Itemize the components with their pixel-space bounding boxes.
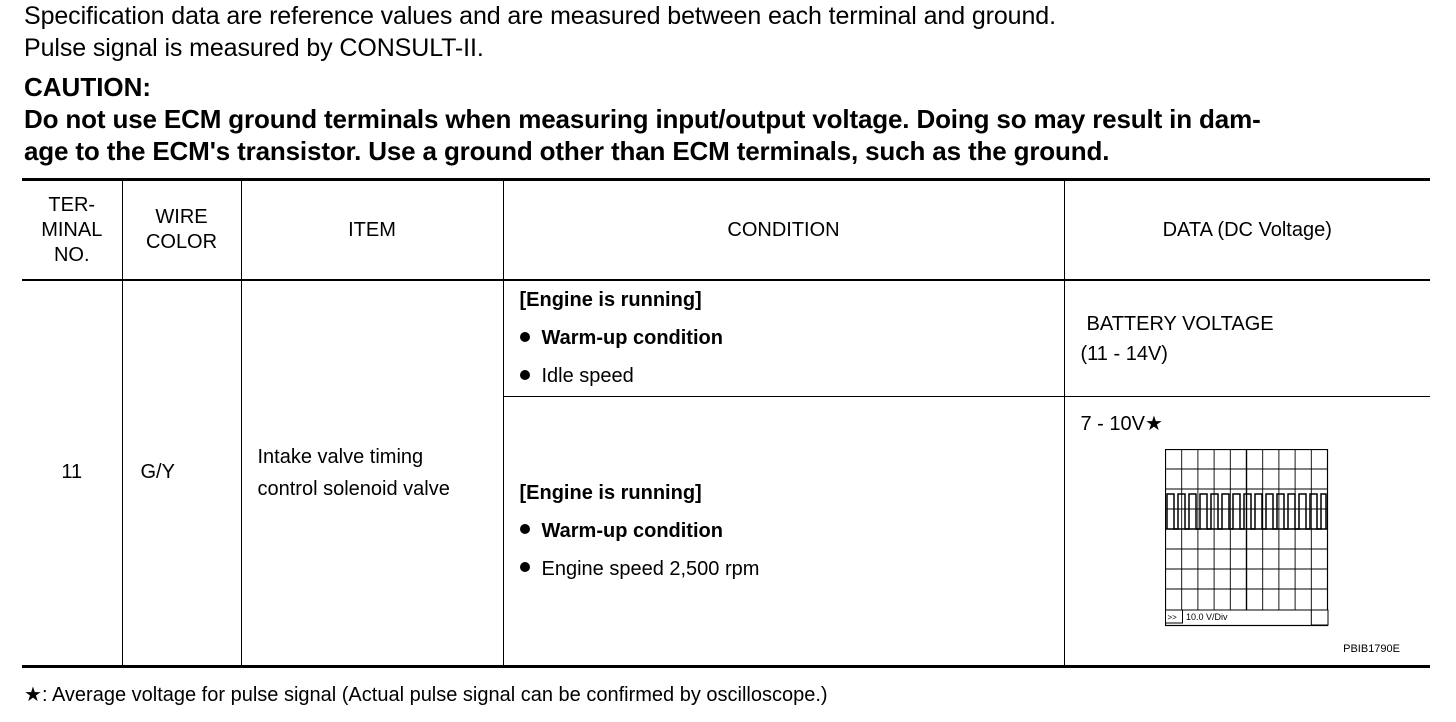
caution-title: CAUTION: — [24, 72, 152, 102]
caution-line-1: Do not use ECM ground terminals when measuring input/output voltage. Doing so may result in dam- — [24, 104, 1261, 134]
terminal-spec-table — [22, 178, 1430, 668]
condition-heading: [Engine is running] — [519, 481, 702, 504]
oscilloscope-waveform — [1165, 449, 1331, 631]
header-condition: CONDITION — [503, 180, 1064, 281]
bullet-icon — [520, 562, 530, 572]
condition-bullet-text: Warm-up condition — [541, 519, 723, 542]
condition-bullet-text: Warm-up condition — [541, 327, 723, 349]
bullet-icon — [520, 370, 530, 380]
bullet-icon — [520, 524, 530, 534]
item-line-2: control solenoid valve — [257, 477, 450, 500]
header-wire-line-2: COLOR — [145, 231, 218, 253]
condition-bullet — [520, 319, 1064, 357]
condition-bullet-text: Idle speed — [541, 365, 634, 387]
terminal-number-cell: 11 — [22, 280, 122, 666]
header-terminal-line-2: MINAL — [41, 218, 103, 241]
header-terminal-line-1: TER- — [48, 193, 96, 216]
data-cell-2500rpm — [1064, 396, 1430, 666]
item-cell — [241, 280, 503, 666]
footnote-text: : Average voltage for pulse signal (Actual pulse signal can be confirmed by oscilloscope.) — [41, 684, 828, 706]
data-battery-voltage: BATTERY VOLTAGE — [1086, 313, 1274, 335]
data-pulse-voltage — [1081, 397, 1431, 436]
intro-line-2: Pulse signal is measured by CONSULT-II. — [24, 34, 484, 62]
wire-color-cell: G/Y — [122, 280, 241, 666]
scope-marker: >> — [1167, 612, 1177, 622]
footnote — [24, 682, 828, 707]
table-header-row — [22, 180, 1430, 281]
star-icon: ★ — [24, 684, 42, 706]
condition-cell-idle — [503, 280, 1064, 396]
condition-cell-2500rpm — [503, 396, 1064, 666]
header-wire-color — [122, 180, 241, 281]
figure-code: PBIB1790E — [1343, 642, 1400, 655]
header-item: ITEM — [241, 180, 503, 281]
scope-corner-box — [1311, 610, 1328, 625]
data-voltage-range: (11 - 14V) — [1080, 343, 1168, 365]
table-row — [22, 280, 1430, 396]
header-wire-line-1: WIRE — [155, 206, 208, 228]
star-icon: ★ — [1144, 412, 1163, 435]
condition-bullet — [520, 357, 1064, 395]
data-cell-idle — [1064, 280, 1430, 396]
condition-bullet — [520, 550, 1064, 588]
header-data: DATA (DC Voltage) — [1064, 180, 1430, 281]
condition-heading: [Engine is running] — [519, 289, 702, 311]
bullet-icon — [520, 332, 530, 342]
condition-bullet — [520, 512, 1064, 550]
data-pulse-value: 7 - 10V — [1080, 412, 1145, 435]
header-terminal-line-3: NO. — [53, 243, 90, 266]
condition-bullet-text: Engine speed 2,500 rpm — [541, 557, 760, 580]
item-line-1: Intake valve timing — [257, 445, 424, 468]
intro-line-1: Specification data are reference values and are measured between each terminal and ground. — [24, 2, 1056, 30]
header-terminal-no — [22, 180, 122, 281]
scope-label: 10.0 V/Div — [1185, 611, 1228, 622]
caution-line-2: age to the ECM's transistor. Use a ground other than ECM terminals, such as the ground. — [24, 136, 1110, 166]
